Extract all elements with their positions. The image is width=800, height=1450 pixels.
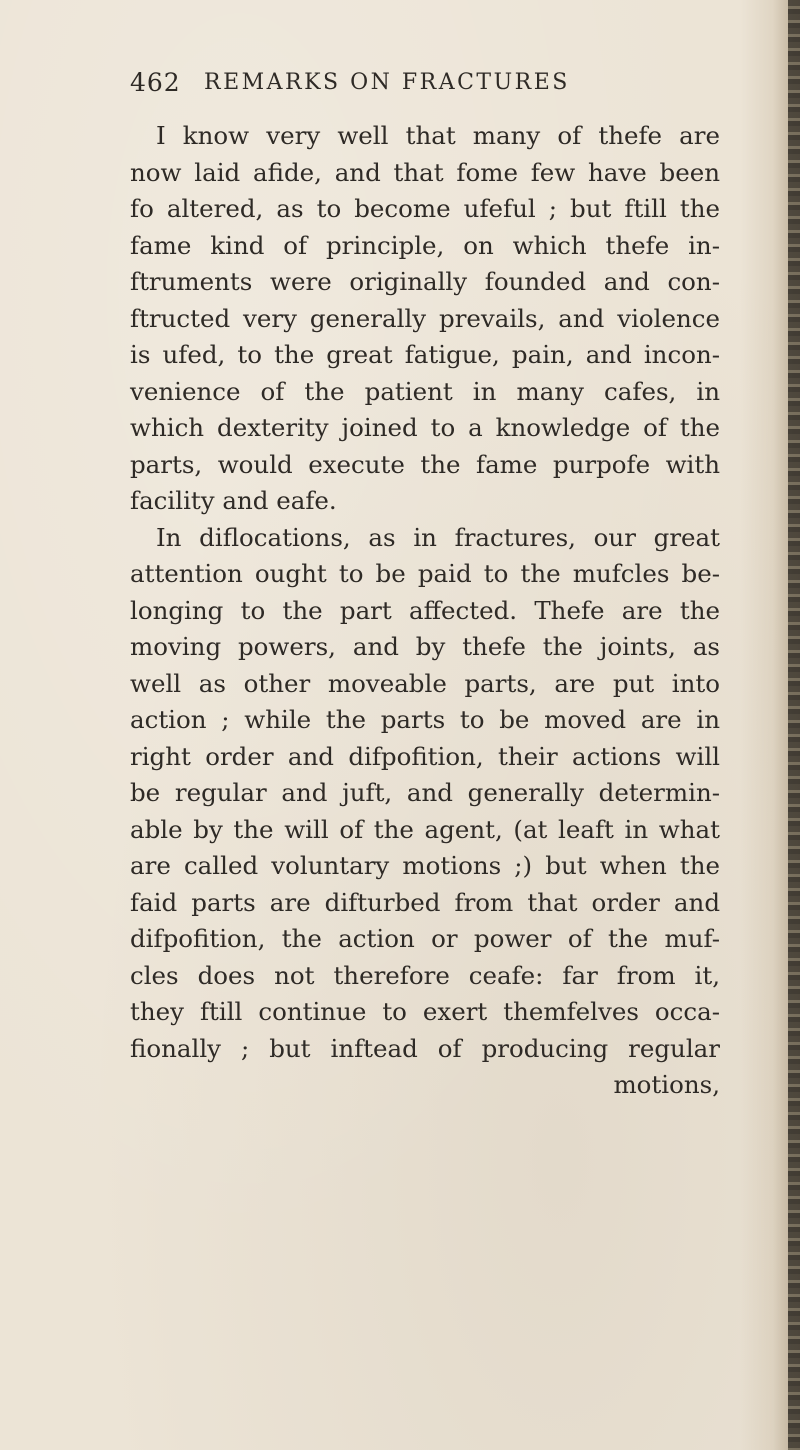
text-line: be regular and juft, and generally determin- [130,778,720,807]
text-line: fo altered, as to become ufeful ; but ftill the [130,194,720,223]
catchword: motions, [613,1070,720,1099]
text-line: fionally ; but inftead of producing regular [130,1033,720,1063]
text-line: fame kind of principle, on which thefe in- [130,230,720,260]
body-text [130,118,720,1104]
text-line: venience of the patient in many cafes, in [130,376,720,406]
text-line: ftructed very generally prevails, and violence [130,303,720,333]
text-line: is ufed, to the great fatigue, pain, and incon- [130,340,720,369]
text-line: well as other moveable parts, are put into [130,668,720,698]
text-line: I know very well that many of thefe are [156,121,720,150]
text-line: faid parts are difturbed from that order and [130,887,720,917]
text-line: now laid afide, and that fome few have been [130,157,720,187]
text-line: In diflocations, as in fractures, our great [156,522,720,552]
running-head: REMARKS ON FRACTURES [204,70,570,95]
text-line: ftruments were originally founded and con- [130,267,720,296]
text-line: difpofition, the action or power of the muf- [130,924,720,953]
text-line: longing to the part affected. Thefe are the [130,595,720,625]
text-line: right order and difpofition, their actions will [130,741,720,771]
page-number: 462 [130,68,181,97]
page-header [130,68,710,108]
text-line: able by the will of the agent, (at leaft in what [130,814,720,844]
text-line: action ; while the parts to be moved are in [130,705,720,734]
text-line: which dexterity joined to a knowledge of the [130,413,720,442]
text-line: parts, would execute the fame purpofe with [130,449,720,479]
text-line: they ftill continue to exert themfelves occa- [130,997,720,1026]
text-line: attention ought to be paid to the mufcles be- [130,559,720,588]
text-line: moving powers, and by thefe the joints, as [130,632,720,661]
text-line: cles does not therefore ceafe: far from it, [130,960,720,990]
page-edge [788,0,800,1450]
text-line: facility and eafe. [130,486,337,515]
text-line: are called voluntary motions ;) but when the [130,851,720,880]
